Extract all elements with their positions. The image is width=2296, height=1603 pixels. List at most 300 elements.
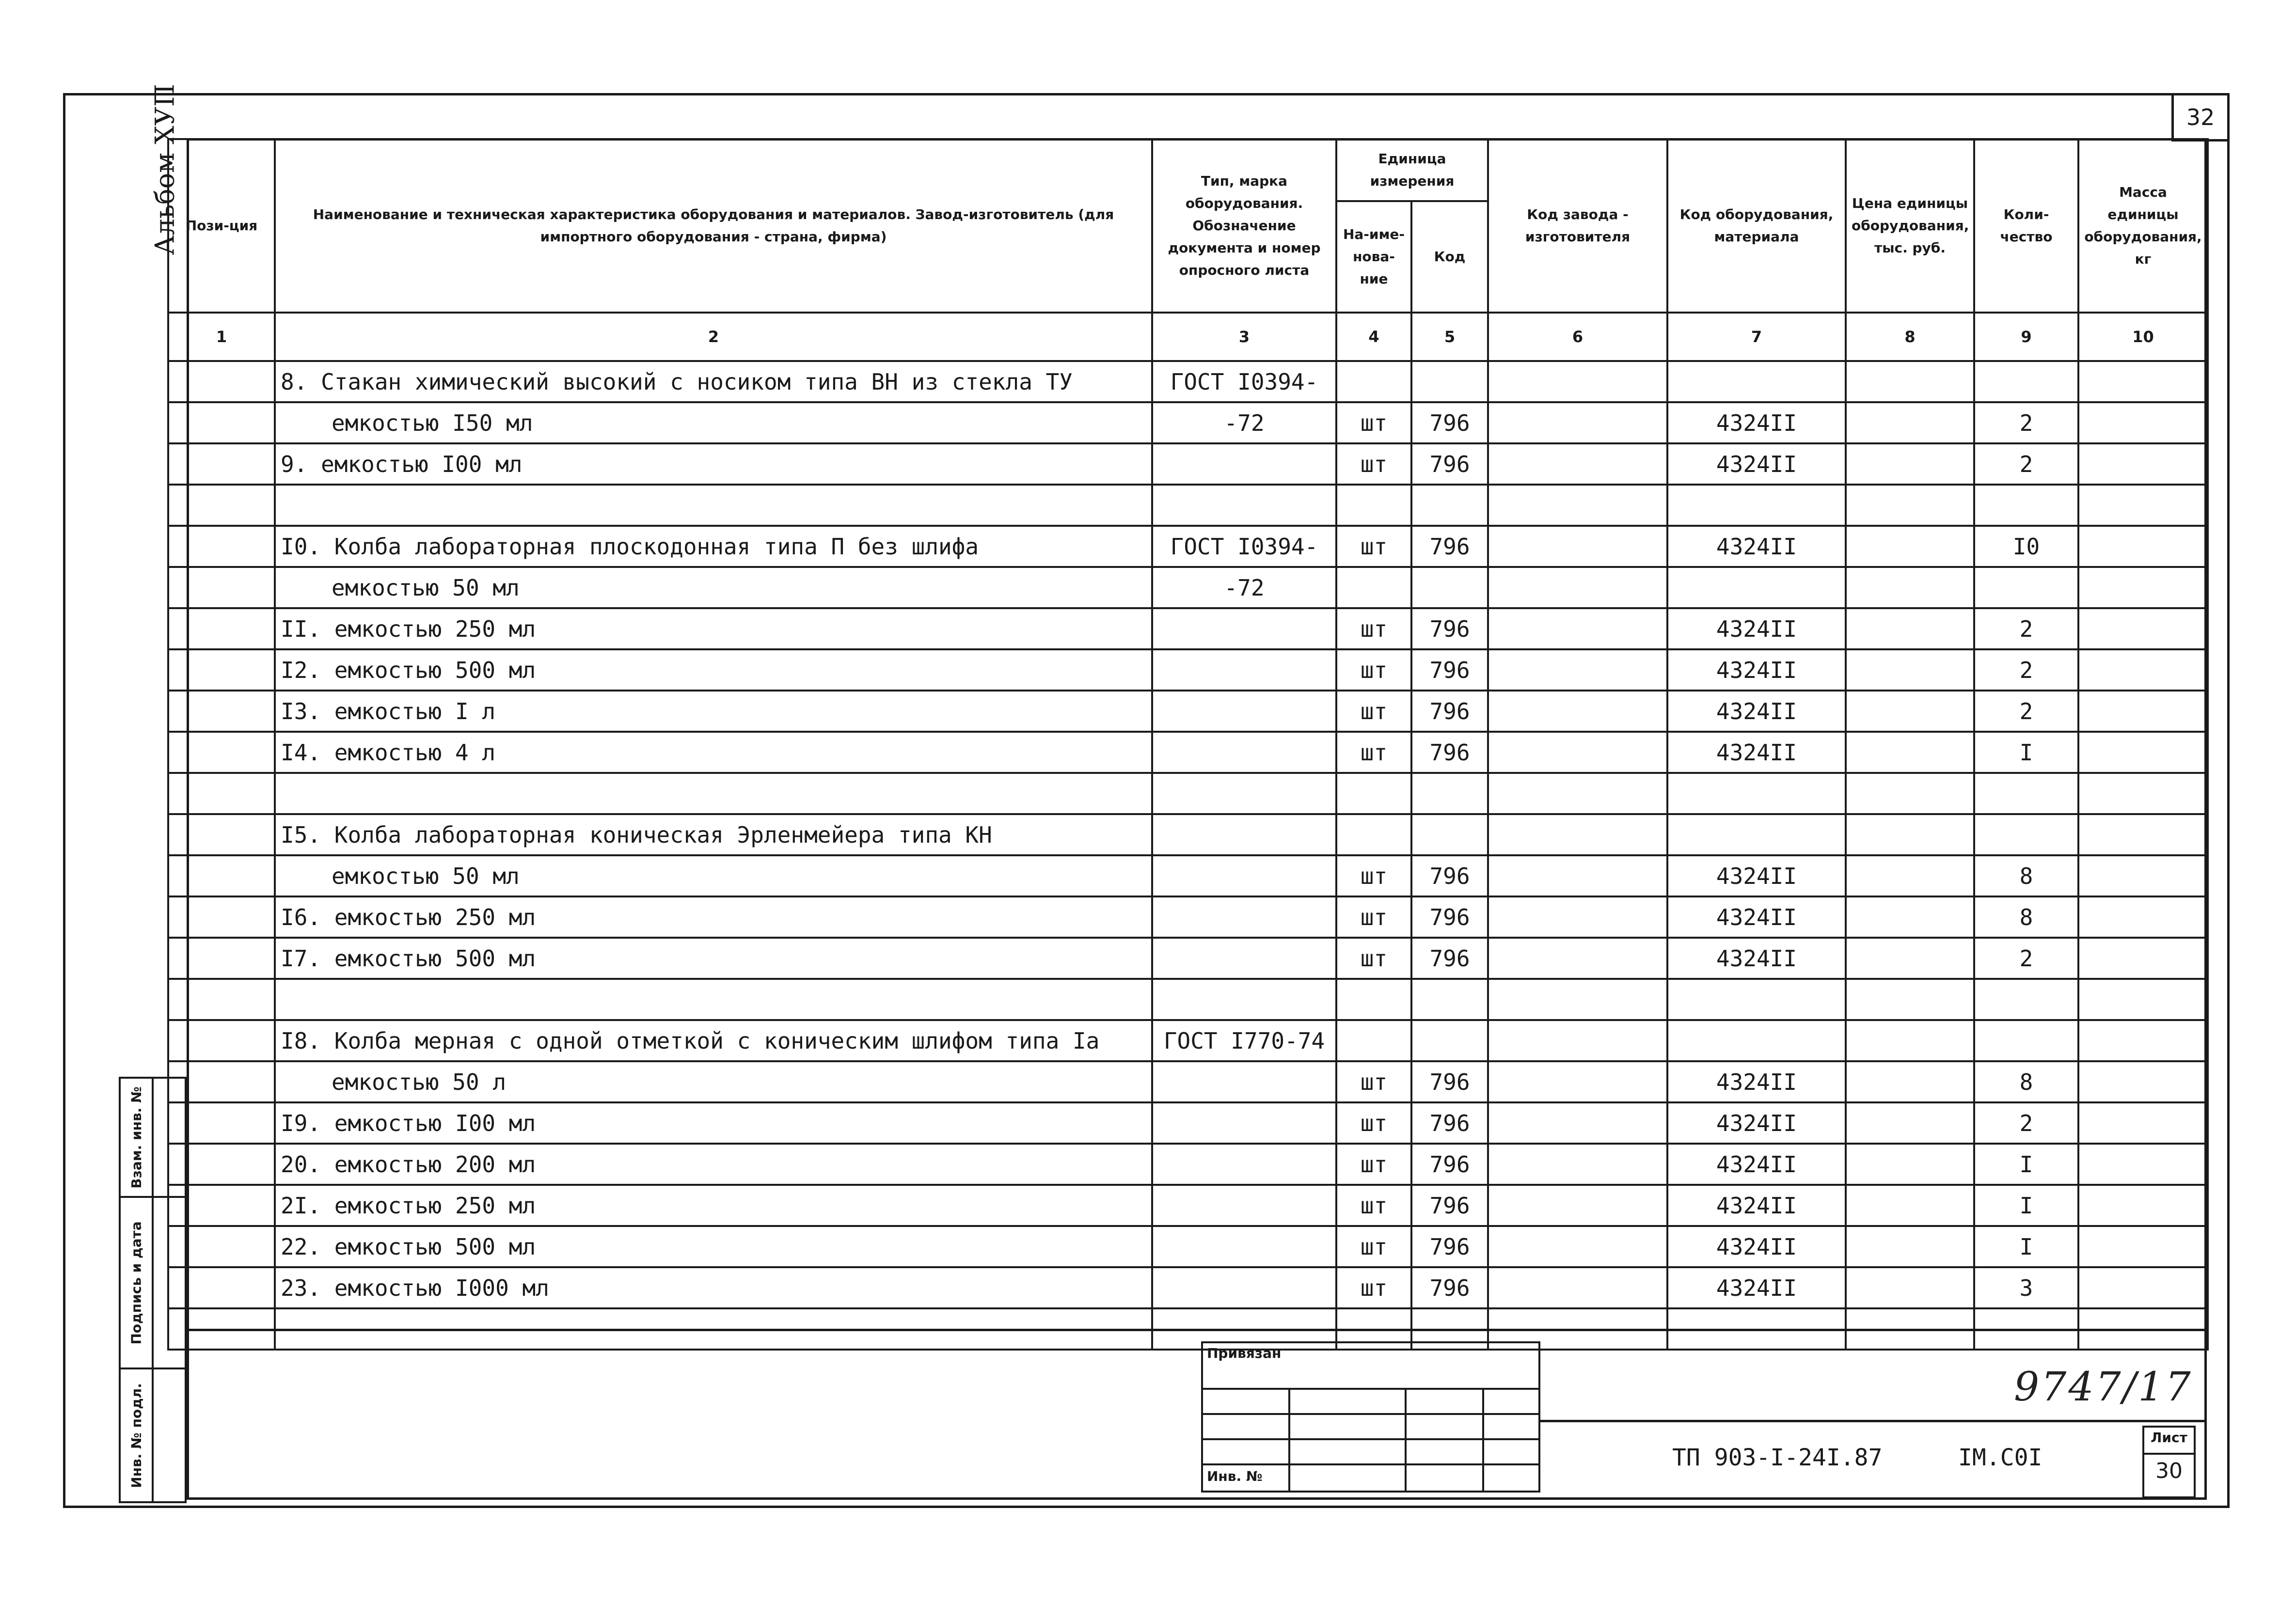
pos-cell [168, 773, 275, 814]
unit-name-cell [1336, 773, 1411, 814]
table-row [168, 1267, 2208, 1308]
binding-grid-cell [1482, 1463, 1540, 1493]
unit-name-cell: шт [1336, 691, 1411, 732]
type-cell [1152, 1144, 1336, 1185]
table-row [168, 1226, 2208, 1267]
unit-code-cell: 796 [1411, 608, 1488, 649]
quantity-cell [1974, 485, 2078, 526]
header-unit-code: Код [1411, 201, 1488, 313]
unit-name-cell: шт [1336, 855, 1411, 896]
factory-code-cell [1488, 814, 1667, 855]
column-number: 4 [1336, 313, 1411, 361]
factory-code-cell [1488, 896, 1667, 938]
column-number: 10 [2078, 313, 2208, 361]
pos-cell [168, 485, 275, 526]
type-cell [1152, 773, 1336, 814]
stamp-inv-podl-label: Инв. № подл. [128, 1383, 144, 1488]
unit-name-cell: шт [1336, 732, 1411, 773]
pos-cell [168, 732, 275, 773]
unit-code-cell: 796 [1411, 1144, 1488, 1185]
unit-code-cell [1411, 773, 1488, 814]
unit-code-cell [1411, 1020, 1488, 1061]
equipment-code-cell: 4324II [1667, 402, 1846, 443]
factory-code-cell [1488, 1020, 1667, 1061]
sheet-label: Лист [2151, 1430, 2187, 1446]
pos-cell [168, 1020, 275, 1061]
mass-cell [2078, 814, 2208, 855]
quantity-cell: I [1974, 732, 2078, 773]
factory-code-cell [1488, 1061, 1667, 1102]
mass-cell [2078, 979, 2208, 1020]
name-cell [275, 979, 1152, 1020]
mass-cell [2078, 1020, 2208, 1061]
column-number: 5 [1411, 313, 1488, 361]
table-row [168, 567, 2208, 608]
document-code: ТП 903-I-24I.87 [1672, 1444, 1883, 1471]
quantity-cell: 2 [1974, 608, 2078, 649]
quantity-cell: 2 [1974, 938, 2078, 979]
document-mark: IМ.С0I [1958, 1444, 2043, 1471]
unit-code-cell: 796 [1411, 1267, 1488, 1308]
name-cell: II. емкостью 250 мл [275, 608, 1152, 649]
mass-cell [2078, 1144, 2208, 1185]
unit-code-cell: 796 [1411, 938, 1488, 979]
price-cell [1846, 1267, 1974, 1308]
name-cell: 23. емкостью I000 мл [275, 1267, 1152, 1308]
unit-name-cell: шт [1336, 938, 1411, 979]
name-cell: 20. емкостью 200 мл [275, 1144, 1152, 1185]
quantity-cell [1974, 814, 2078, 855]
factory-code-cell [1488, 649, 1667, 691]
unit-name-cell: шт [1336, 649, 1411, 691]
equipment-code-cell [1667, 979, 1846, 1020]
name-cell: 9. емкостью I00 мл [275, 443, 1152, 485]
price-cell [1846, 1020, 1974, 1061]
unit-code-cell: 796 [1411, 1185, 1488, 1226]
pos-cell [168, 938, 275, 979]
unit-name-cell [1336, 485, 1411, 526]
stamp-podpis-data [119, 1196, 187, 1369]
unit-name-cell: шт [1336, 402, 1411, 443]
header-unit-group: Единица измерения [1336, 139, 1488, 201]
name-cell: емкостью I50 мл [275, 402, 1152, 443]
pos-cell [168, 443, 275, 485]
price-cell [1846, 361, 1974, 402]
equipment-code-cell: 4324II [1667, 649, 1846, 691]
price-cell [1846, 896, 1974, 938]
binding-grid-cell [1201, 1388, 1290, 1415]
price-cell [1846, 402, 1974, 443]
name-cell [275, 485, 1152, 526]
equipment-code-cell: 4324II [1667, 1061, 1846, 1102]
unit-name-cell [1336, 1020, 1411, 1061]
unit-code-cell: 796 [1411, 896, 1488, 938]
type-cell [1152, 896, 1336, 938]
equipment-code-cell: 4324II [1667, 443, 1846, 485]
factory-code-cell [1488, 732, 1667, 773]
pos-cell [168, 526, 275, 567]
name-cell: емкостью 50 л [275, 1061, 1152, 1102]
type-cell [1152, 649, 1336, 691]
unit-name-cell: шт [1336, 1226, 1411, 1267]
equipment-code-cell [1667, 567, 1846, 608]
name-cell: I9. емкостью I00 мл [275, 1102, 1152, 1144]
factory-code-cell [1488, 1185, 1667, 1226]
name-cell: I3. емкостью I л [275, 691, 1152, 732]
mass-cell [2078, 567, 2208, 608]
mass-cell [2078, 691, 2208, 732]
equipment-code-cell: 4324II [1667, 1226, 1846, 1267]
header-name: Наименование и техническая характеристика оборудования и материалов. Завод-изготовитель (для импортного оборудования - страна, фирма) [275, 139, 1152, 313]
unit-code-cell: 796 [1411, 691, 1488, 732]
unit-name-cell: шт [1336, 1185, 1411, 1226]
price-cell [1846, 1144, 1974, 1185]
price-cell [1846, 938, 1974, 979]
price-cell [1846, 773, 1974, 814]
table-row [168, 608, 2208, 649]
equipment-code-cell: 4324II [1667, 938, 1846, 979]
unit-code-cell [1411, 485, 1488, 526]
unit-code-cell: 796 [1411, 732, 1488, 773]
column-number: 7 [1667, 313, 1846, 361]
binding-grid-cell [1482, 1413, 1540, 1440]
unit-code-cell: 796 [1411, 1061, 1488, 1102]
spec-body [168, 361, 2208, 1350]
type-cell [1152, 1061, 1336, 1102]
factory-code-cell [1488, 608, 1667, 649]
name-cell: емкостью 50 мл [275, 567, 1152, 608]
stamp-vzam-inv [119, 1077, 187, 1198]
binding-grid-cell [1482, 1388, 1540, 1415]
album-label: Альбом ХУП [149, 84, 180, 255]
quantity-cell [1974, 1020, 2078, 1061]
quantity-cell: 2 [1974, 649, 2078, 691]
type-cell [1152, 814, 1336, 855]
name-cell: I8. Колба мерная с одной отметкой с коническим шлифом типа Iа [275, 1020, 1152, 1061]
unit-code-cell: 796 [1411, 855, 1488, 896]
factory-code-cell [1488, 938, 1667, 979]
quantity-cell: 8 [1974, 1061, 2078, 1102]
column-number: 8 [1846, 313, 1974, 361]
binding-label: Привязан [1207, 1345, 1282, 1361]
quantity-cell: I [1974, 1226, 2078, 1267]
pos-cell [168, 855, 275, 896]
mass-cell [2078, 732, 2208, 773]
header-quantity: Коли-чество [1974, 139, 2078, 313]
type-cell: ГОСТ I770-74 [1152, 1020, 1336, 1061]
binding-grid-cell [1288, 1463, 1407, 1493]
mass-cell [2078, 1226, 2208, 1267]
table-row [168, 896, 2208, 938]
equipment-code-cell: 4324II [1667, 855, 1846, 896]
quantity-cell [1974, 979, 2078, 1020]
sheet-box [2142, 1426, 2196, 1498]
price-cell [1846, 979, 1974, 1020]
name-cell: I7. емкостью 500 мл [275, 938, 1152, 979]
mass-cell [2078, 526, 2208, 567]
column-number: 9 [1974, 313, 2078, 361]
unit-code-cell [1411, 361, 1488, 402]
inv-label: Инв. № [1207, 1468, 1263, 1484]
name-cell: I4. емкостью 4 л [275, 732, 1152, 773]
type-cell: ГОСТ I0394- [1152, 361, 1336, 402]
factory-code-cell [1488, 1102, 1667, 1144]
factory-code-cell [1488, 526, 1667, 567]
pos-cell [168, 649, 275, 691]
unit-name-cell: шт [1336, 1144, 1411, 1185]
unit-code-cell: 796 [1411, 402, 1488, 443]
bottom-rule [187, 1329, 2207, 1331]
name-cell: 2I. емкостью 250 мл [275, 1185, 1152, 1226]
table-row [168, 773, 2208, 814]
binding-grid-cell [1201, 1413, 1290, 1440]
unit-name-cell: шт [1336, 1061, 1411, 1102]
unit-name-cell [1336, 814, 1411, 855]
mass-cell [2078, 1185, 2208, 1226]
side-stamp [119, 1077, 187, 1503]
binding-grid-cell [1405, 1388, 1484, 1415]
price-cell [1846, 855, 1974, 896]
name-cell: 22. емкостью 500 мл [275, 1226, 1152, 1267]
unit-code-cell: 796 [1411, 1102, 1488, 1144]
mass-cell [2078, 1102, 2208, 1144]
header-unit-mass: Масса единицы оборудования, кг [2078, 139, 2208, 313]
pos-cell [168, 402, 275, 443]
factory-code-cell [1488, 402, 1667, 443]
factory-code-cell [1488, 1267, 1667, 1308]
type-cell [1152, 979, 1336, 1020]
unit-code-cell [1411, 567, 1488, 608]
binding-grid-cell [1201, 1438, 1290, 1465]
quantity-cell [1974, 773, 2078, 814]
pos-cell [168, 691, 275, 732]
unit-name-cell: шт [1336, 896, 1411, 938]
factory-code-cell [1488, 443, 1667, 485]
quantity-cell [1974, 567, 2078, 608]
mass-cell [2078, 896, 2208, 938]
price-cell [1846, 526, 1974, 567]
type-cell [1152, 1226, 1336, 1267]
mass-cell [2078, 361, 2208, 402]
page-number-text: 32 [2186, 104, 2215, 130]
unit-name-cell [1336, 361, 1411, 402]
table-row [168, 855, 2208, 896]
equipment-code-cell [1667, 1020, 1846, 1061]
pos-cell [168, 608, 275, 649]
mass-cell [2078, 443, 2208, 485]
table-row [168, 814, 2208, 855]
equipment-code-cell [1667, 361, 1846, 402]
binding-grid-cell [1288, 1413, 1407, 1440]
binding-grid-cell [1288, 1438, 1407, 1465]
type-cell [1152, 1185, 1336, 1226]
equipment-code-cell: 4324II [1667, 1185, 1846, 1226]
spec-table [167, 138, 2209, 1351]
table-row [168, 485, 2208, 526]
table-row [168, 979, 2208, 1020]
table-row [168, 1061, 2208, 1102]
table-row [168, 402, 2208, 443]
type-cell [1152, 691, 1336, 732]
column-number: 1 [168, 313, 275, 361]
factory-code-cell [1488, 1144, 1667, 1185]
mass-cell [2078, 649, 2208, 691]
header-factory-code: Код завода - изготовителя [1488, 139, 1667, 313]
quantity-cell: 8 [1974, 896, 2078, 938]
quantity-cell: I [1974, 1144, 2078, 1185]
stamp-inv-podl [119, 1367, 187, 1503]
factory-code-cell [1488, 567, 1667, 608]
unit-code-cell [1411, 979, 1488, 1020]
type-cell: -72 [1152, 567, 1336, 608]
unit-code-cell: 796 [1411, 443, 1488, 485]
price-cell [1846, 691, 1974, 732]
mass-cell [2078, 608, 2208, 649]
table-row [168, 1020, 2208, 1061]
quantity-cell: 2 [1974, 402, 2078, 443]
equipment-code-cell: 4324II [1667, 1144, 1846, 1185]
sheet-number: 30 [2155, 1459, 2183, 1483]
table-row [168, 1102, 2208, 1144]
type-cell [1152, 485, 1336, 526]
table-row [168, 1144, 2208, 1185]
unit-name-cell [1336, 979, 1411, 1020]
equipment-code-cell [1667, 773, 1846, 814]
column-number: 2 [275, 313, 1152, 361]
unit-name-cell: шт [1336, 608, 1411, 649]
name-cell: I2. емкостью 500 мл [275, 649, 1152, 691]
table-row [168, 361, 2208, 402]
header-unit-price: Цена единицы оборудования, тыс. руб. [1846, 139, 1974, 313]
binding-grid-cell [1405, 1438, 1484, 1465]
table-row [168, 649, 2208, 691]
unit-code-cell: 796 [1411, 526, 1488, 567]
mass-cell [2078, 855, 2208, 896]
type-cell: ГОСТ I0394- [1152, 526, 1336, 567]
name-cell: емкостью 50 мл [275, 855, 1152, 896]
mass-cell [2078, 485, 2208, 526]
pos-cell [168, 361, 275, 402]
quantity-cell: 2 [1974, 443, 2078, 485]
header-position: Пози-ция [168, 139, 275, 313]
equipment-code-cell: 4324II [1667, 1102, 1846, 1144]
column-number: 3 [1152, 313, 1336, 361]
price-cell [1846, 1185, 1974, 1226]
name-cell: I6. емкостью 250 мл [275, 896, 1152, 938]
header-unit-name: На-име-нова-ние [1336, 201, 1411, 313]
equipment-code-cell: 4324II [1667, 896, 1846, 938]
pos-cell [168, 979, 275, 1020]
factory-code-cell [1488, 485, 1667, 526]
quantity-cell: 2 [1974, 691, 2078, 732]
header-equipment-code: Код оборудования, материала [1667, 139, 1846, 313]
price-cell [1846, 1061, 1974, 1102]
price-cell [1846, 485, 1974, 526]
header-type: Тип, марка оборудования. Обозначение документа и номер опросного листа [1152, 139, 1336, 313]
price-cell [1846, 814, 1974, 855]
type-cell [1152, 855, 1336, 896]
price-cell [1846, 649, 1974, 691]
title-separator [1540, 1420, 2207, 1422]
page-number [2171, 93, 2230, 141]
binding-grid-cell [1482, 1438, 1540, 1465]
quantity-cell: 2 [1974, 1102, 2078, 1144]
factory-code-cell [1488, 691, 1667, 732]
quantity-cell: 3 [1974, 1267, 2078, 1308]
unit-code-cell [1411, 814, 1488, 855]
factory-code-cell [1488, 361, 1667, 402]
mass-cell [2078, 773, 2208, 814]
type-cell [1152, 938, 1336, 979]
quantity-cell: 8 [1974, 855, 2078, 896]
factory-code-cell [1488, 773, 1667, 814]
type-cell: -72 [1152, 402, 1336, 443]
table-row [168, 443, 2208, 485]
unit-name-cell: шт [1336, 1267, 1411, 1308]
name-cell: 8. Стакан химический высокий с носиком типа ВН из стекла ТУ [275, 361, 1152, 402]
table-row [168, 526, 2208, 567]
table-row [168, 1185, 2208, 1226]
equipment-code-cell: 4324II [1667, 526, 1846, 567]
price-cell [1846, 1226, 1974, 1267]
type-cell [1152, 608, 1336, 649]
stamp-podpis-data-label: Подпись и дата [128, 1221, 144, 1345]
unit-name-cell [1336, 567, 1411, 608]
equipment-code-cell [1667, 814, 1846, 855]
table-row [168, 938, 2208, 979]
quantity-cell [1974, 361, 2078, 402]
binding-grid-cell [1288, 1388, 1407, 1415]
binding-block [1201, 1341, 1540, 1496]
unit-name-cell: шт [1336, 1102, 1411, 1144]
handwritten-number: 9747/17 [2014, 1364, 2193, 1410]
stamp-vzam-inv-label: Взам. инв. № [128, 1086, 144, 1189]
price-cell [1846, 443, 1974, 485]
equipment-code-cell: 4324II [1667, 691, 1846, 732]
type-cell [1152, 1102, 1336, 1144]
equipment-code-cell [1667, 485, 1846, 526]
pos-cell [168, 567, 275, 608]
type-cell [1152, 732, 1336, 773]
price-cell [1846, 608, 1974, 649]
unit-name-cell: шт [1336, 443, 1411, 485]
name-cell: I0. Колба лабораторная плоскодонная типа П без шлифа [275, 526, 1152, 567]
mass-cell [2078, 1267, 2208, 1308]
price-cell [1846, 567, 1974, 608]
unit-name-cell: шт [1336, 526, 1411, 567]
factory-code-cell [1488, 1226, 1667, 1267]
mass-cell [2078, 938, 2208, 979]
pos-cell [168, 896, 275, 938]
price-cell [1846, 732, 1974, 773]
factory-code-cell [1488, 979, 1667, 1020]
unit-code-cell: 796 [1411, 1226, 1488, 1267]
binding-grid-cell [1405, 1413, 1484, 1440]
table-row [168, 732, 2208, 773]
equipment-code-cell: 4324II [1667, 1267, 1846, 1308]
type-cell [1152, 443, 1336, 485]
column-number: 6 [1488, 313, 1667, 361]
factory-code-cell [1488, 855, 1667, 896]
type-cell [1152, 1267, 1336, 1308]
binding-grid-cell [1405, 1463, 1484, 1493]
mass-cell [2078, 1061, 2208, 1102]
equipment-code-cell: 4324II [1667, 608, 1846, 649]
name-cell [275, 773, 1152, 814]
table-row [168, 691, 2208, 732]
equipment-code-cell: 4324II [1667, 732, 1846, 773]
pos-cell [168, 814, 275, 855]
